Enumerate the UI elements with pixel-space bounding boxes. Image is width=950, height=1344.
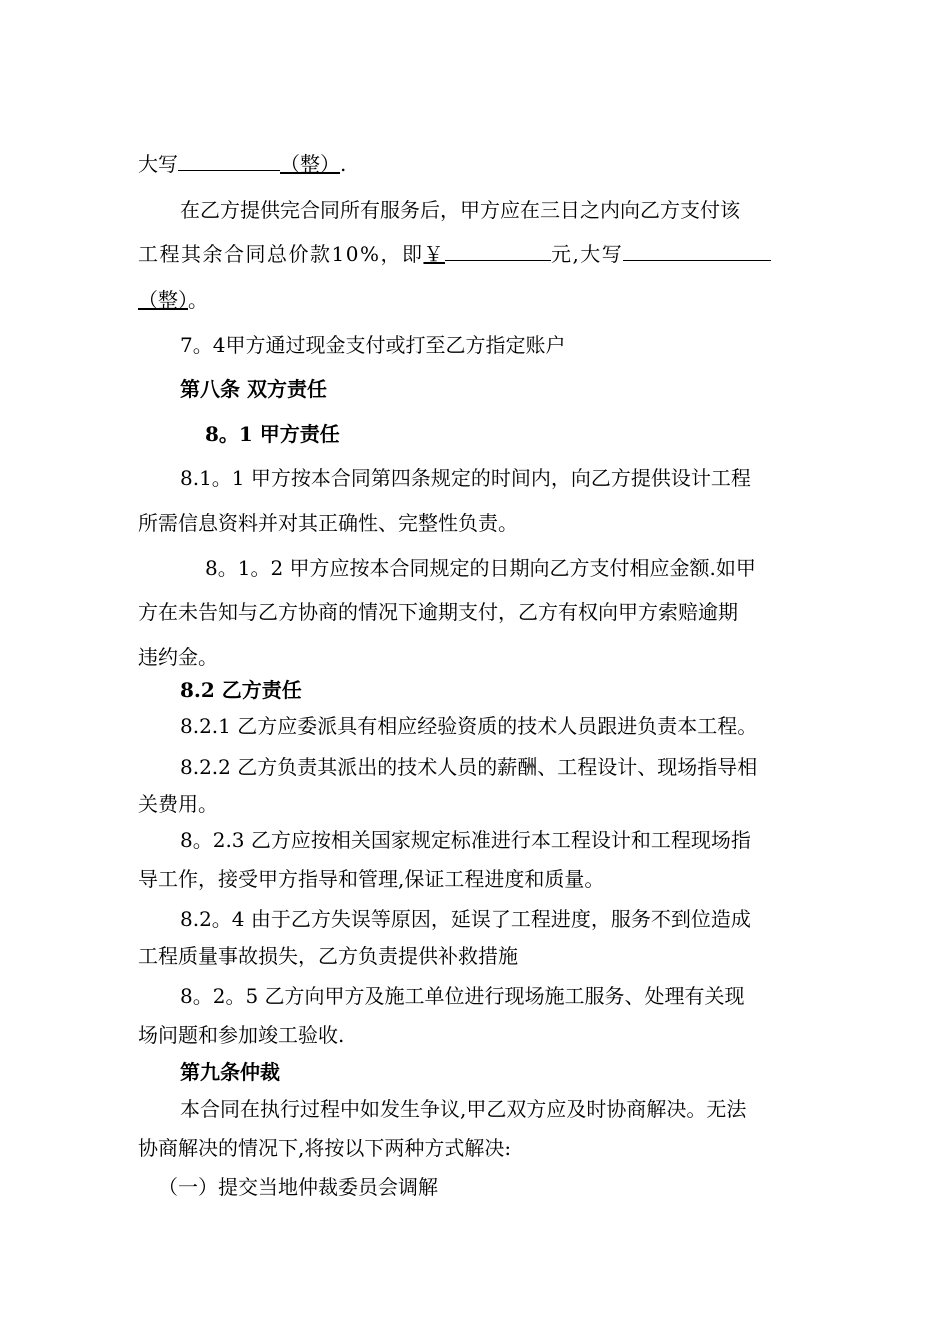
text-zheng: （整） [280,152,340,176]
paragraph-line: 违约金。 [138,645,218,669]
subsection-heading: 8.2 乙方责任 [180,678,302,702]
section-heading: 第八条 双方责任 [180,377,327,401]
paragraph-line: 方在未告知与乙方协商的情况下逾期支付，乙方有权向甲方索赔逾期 [138,600,738,624]
paragraph-line: 场问题和参加竣工验收. [138,1023,345,1047]
section-heading: 第九条仲裁 [180,1060,280,1084]
blank-field [178,150,280,171]
subsection-heading: 8。1 甲方责任 [205,422,340,446]
paragraph-line: 7。4甲方通过现金支付或打至乙方指定账户 [180,333,566,357]
paragraph-line: 8.2.2 乙方负责其派出的技术人员的薪酬、工程设计、现场指导相 [180,755,758,779]
text-yuan: 元,大写 [550,242,624,266]
list-item: （一）提交当地仲裁委员会调解 [158,1175,438,1199]
paragraph-line: 8。2.3 乙方应按相关国家规定标准进行本工程设计和工程现场指 [180,828,751,852]
zheng-line [138,286,818,314]
text-remaining: 工程其余合同总价款10%，即 [138,242,424,266]
blank-field [623,240,771,261]
text-end: 。 [188,288,208,312]
paragraph-line: 8.1。1 甲方按本合同第四条规定的时间内，向乙方提供设计工程 [180,466,751,490]
blank-field [445,240,551,261]
text-daxie: 大写 [138,152,178,176]
amount-words-line [138,150,818,178]
paragraph-line: 8。1。2 甲方应按本合同规定的日期向乙方支付相应金额.如甲 [205,556,756,580]
paragraph-line: 关费用。 [138,792,218,816]
paragraph-line: 8.2。4 由于乙方失误等原因，延误了工程进度，服务不到位造成 [180,907,751,931]
payment-line [138,240,818,268]
currency-symbol: ￥ [423,242,445,266]
paragraph-line: 本合同在执行过程中如发生争议,甲乙双方应及时协商解决。无法 [180,1097,747,1121]
paragraph-line: 8.2.1 乙方应委派具有相应经验资质的技术人员跟进负责本工程。 [180,714,758,738]
paragraph-line: 8。2。5 乙方向甲方及施工单位进行现场施工服务、处理有关现 [180,984,745,1008]
paragraph-line: 协商解决的情况下,将按以下两种方式解决: [138,1136,512,1160]
paragraph-line: 在乙方提供完合同所有服务后，甲方应在三日之内向乙方支付该 [180,198,740,222]
paragraph-line: 所需信息资料并对其正确性、完整性负责。 [138,511,518,535]
text-zheng: （整） [138,288,188,312]
text-end: . [340,152,347,176]
paragraph-line: 工程质量事故损失，乙方负责提供补救措施 [138,944,518,968]
paragraph-line: 导工作，接受甲方指导和管理,保证工程进度和质量。 [138,867,605,891]
